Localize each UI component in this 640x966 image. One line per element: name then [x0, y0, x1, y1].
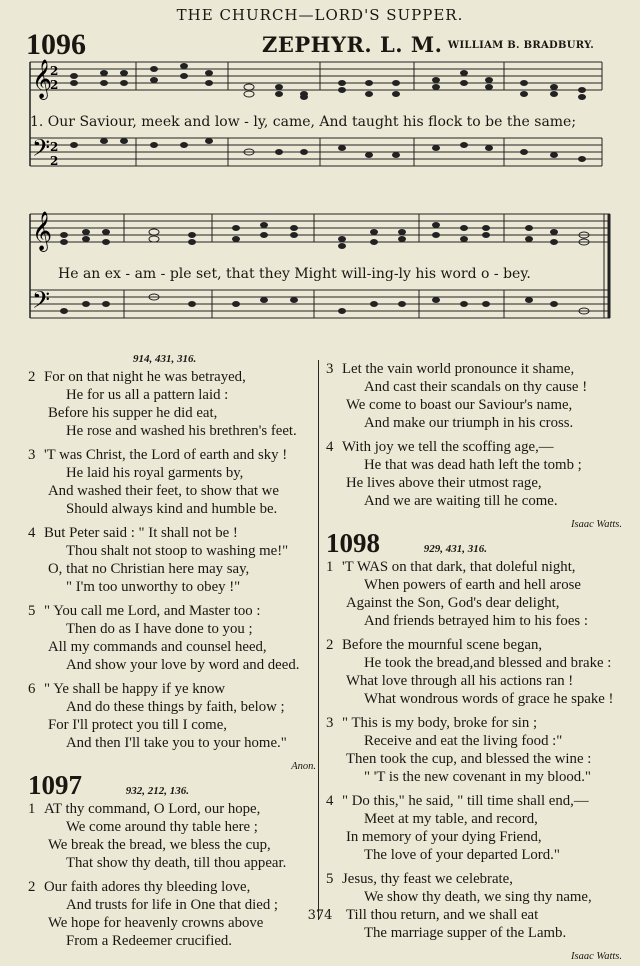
- verse-line: [326, 558, 622, 576]
- verse-text: And friends betrayed him to his foes :: [364, 613, 588, 629]
- verse-line: [28, 500, 316, 518]
- verse-line: [326, 594, 622, 612]
- stanza-number: 5: [326, 871, 334, 887]
- treble-staff-1: [30, 62, 602, 90]
- lyric-line-1: 1. Our Saviour, meek and low - ly, came, And taught his flock to be the same;: [30, 114, 577, 130]
- verse-text: From a Redeemer crucified.: [66, 933, 232, 949]
- verse-text: And cast their scandals on thy cause !: [364, 379, 588, 395]
- verse-line: [28, 422, 316, 440]
- verse-text: But Peter said : " It shall not be !: [44, 525, 238, 541]
- verse-line: [326, 768, 622, 786]
- stanza-number: 3: [326, 715, 334, 731]
- verse-text: Before his supper he did eat,: [48, 405, 218, 421]
- stanza-number: 6: [28, 681, 36, 697]
- stanza: [28, 524, 316, 596]
- verse-line: [326, 750, 622, 768]
- tune-refs-1097: 932, 212, 136.: [125, 785, 189, 797]
- hymn-1097-header: [28, 770, 316, 800]
- verse-text: Let the vain world pronounce it shame,: [342, 361, 575, 377]
- verse-line: [326, 492, 622, 510]
- stanza: [326, 438, 622, 510]
- verse-text: 'T was Christ, the Lord of earth and sky !: [44, 447, 288, 463]
- verse-line: [326, 612, 622, 630]
- verse-text: And then I'll take you to your home.": [66, 735, 287, 751]
- composer: WILLIAM B. BRADBURY.: [447, 40, 594, 51]
- time-signature-icon: 2: [50, 154, 59, 168]
- verse-line: [28, 932, 316, 950]
- verse-line: [326, 456, 622, 474]
- stanza-number: 1: [326, 559, 334, 575]
- verse-line: [326, 438, 622, 456]
- verse-text: For I'll protect you till I come,: [48, 717, 227, 733]
- verse-line: [28, 404, 316, 422]
- hymn-1098-stanzas: [326, 558, 622, 942]
- stanza: [28, 446, 316, 518]
- stanza: [28, 602, 316, 674]
- stanza: [326, 360, 622, 432]
- right-column: [326, 360, 622, 966]
- verse-line: [326, 690, 622, 708]
- verse-text: Against the Son, God's dear delight,: [346, 595, 560, 611]
- verse-line: [28, 602, 316, 620]
- verse-line: [326, 414, 622, 432]
- stanza-number: 3: [28, 447, 36, 463]
- tune-refs-1098: 929, 431, 316.: [423, 543, 487, 555]
- stanza-number: 3: [326, 361, 334, 377]
- verse-text: We show thy death, we sing thy name,: [364, 889, 592, 905]
- verse-line: [28, 800, 316, 818]
- verse-line: [28, 680, 316, 698]
- verse-line: [28, 698, 316, 716]
- hymn-number-1097: 1097: [28, 770, 82, 800]
- verse-line: [326, 828, 622, 846]
- lyric-line-2: He an ex - am - ple set, that they Might will-ing-ly his word o - bey.: [58, 266, 531, 282]
- verse-text: Our faith adores thy bleeding love,: [44, 879, 251, 895]
- verse-text: For on that night he was betrayed,: [44, 369, 246, 385]
- verse-line: [28, 818, 316, 836]
- verse-text: The marriage supper of the Lamb.: [364, 925, 567, 941]
- verse-text: And washed their feet, to show that we: [48, 483, 279, 499]
- verse-text: " Ye shall be happy if ye know: [44, 681, 226, 697]
- tune-name: ZEPHYR. L. M.: [262, 32, 443, 57]
- verse-text: We come to boast our Saviour's name,: [346, 397, 573, 413]
- verse-text: We hope for heavenly crowns above: [48, 915, 264, 931]
- stanza: [326, 714, 622, 786]
- time-signature-icon: 2: [50, 140, 59, 154]
- verse-text: O, that no Christian here may say,: [48, 561, 250, 577]
- verse-line: [326, 360, 622, 378]
- verse-text: 'T WAS on that dark, that doleful night,: [342, 559, 576, 575]
- stanza-number: 4: [326, 793, 334, 809]
- verse-line: [28, 578, 316, 596]
- verse-line: [326, 714, 622, 732]
- page-number: 374: [307, 908, 333, 923]
- running-head: THE CHURCH—LORD'S SUPPER.: [176, 6, 464, 24]
- verse-text: Thou shalt not stoop to washing me!": [66, 543, 289, 559]
- verse-text: AT thy command, O Lord, our hope,: [44, 801, 261, 817]
- verse-line: [326, 924, 622, 942]
- stanza: [326, 870, 622, 942]
- verse-line: [28, 542, 316, 560]
- verse-text: And do these things by faith, below ;: [66, 699, 285, 715]
- bass-clef-icon: 𝄢: [32, 286, 51, 319]
- verse-text: " You call me Lord, and Master too :: [44, 603, 261, 619]
- time-signature-icon: 2: [50, 78, 59, 92]
- verse-line: [28, 446, 316, 464]
- verse-text: Should always kind and humble be.: [66, 501, 278, 517]
- verse-text: And show your love by word and deed.: [66, 657, 300, 673]
- verse-line: [28, 560, 316, 578]
- stanza: [326, 792, 622, 864]
- verse-text: Jesus, thy feast we celebrate,: [342, 871, 513, 887]
- verse-text: We come around thy table here ;: [66, 819, 258, 835]
- verse-line: [28, 464, 316, 482]
- verse-line: [326, 846, 622, 864]
- verse-text: That show thy death, till thou appear.: [66, 855, 287, 871]
- stanza-number: 2: [326, 637, 334, 653]
- verse-line: [326, 378, 622, 396]
- verse-line: [28, 854, 316, 872]
- verse-text: What wondrous words of grace he spake !: [364, 691, 614, 707]
- verse-line: [28, 386, 316, 404]
- verse-line: [28, 368, 316, 386]
- tune-refs-1096: 914, 431, 316.: [133, 353, 197, 365]
- verse-text: And we are waiting till he come.: [364, 493, 558, 509]
- verse-text: Then do as I have done to you ;: [66, 621, 253, 637]
- stanza-number: 4: [326, 439, 334, 455]
- verse-text: Then took the cup, and blessed the wine :: [346, 751, 592, 767]
- treble-clef-icon: 𝄞: [32, 59, 53, 99]
- verse-text: " 'T is the new covenant in my blood.": [364, 769, 591, 785]
- verse-text: And trusts for life in One that died ;: [66, 897, 279, 913]
- verse-text: In memory of your dying Friend,: [346, 829, 542, 845]
- verse-text: Till thou return, and we shall eat: [346, 907, 539, 923]
- hymn-number-1096: 1096: [26, 28, 86, 61]
- verse-line: [28, 734, 316, 752]
- verse-line: [28, 836, 316, 854]
- verse-text: With joy we tell the scoffing age,—: [342, 439, 554, 455]
- verse-text: He for us all a pattern laid :: [66, 387, 229, 403]
- author-1096: Anon.: [291, 761, 316, 772]
- stanza: [326, 558, 622, 630]
- verse-text: Meet at my table, and record,: [364, 811, 538, 827]
- author-1098: Isaac Watts.: [571, 951, 622, 962]
- verse-line: [28, 638, 316, 656]
- hymn-1096-continued: [326, 360, 622, 510]
- notes-1: [70, 63, 586, 162]
- verse-line: [326, 636, 622, 654]
- verse-text: All my commands and counsel heed,: [48, 639, 267, 655]
- verse-line: [326, 732, 622, 750]
- stanza-number: 1: [28, 801, 36, 817]
- verse-line: [326, 888, 622, 906]
- treble-staff-2: [30, 214, 610, 242]
- stanza: [326, 636, 622, 708]
- verse-text: " I'm too unworthy to obey !": [66, 579, 241, 595]
- verse-line: [28, 656, 316, 674]
- stanza: [28, 680, 316, 752]
- hymn-number-1098: 1098: [326, 528, 380, 558]
- hymn-1098-header: [326, 528, 622, 558]
- verse-line: [28, 716, 316, 734]
- verse-line: [28, 620, 316, 638]
- verse-text: He lives above their utmost rage,: [346, 475, 542, 491]
- verse-text: Before the mournful scene began,: [342, 637, 543, 653]
- verse-text: He that was dead hath left the tomb ;: [364, 457, 582, 473]
- verse-line: [326, 474, 622, 492]
- verse-text: What love through all his actions ran !: [346, 673, 574, 689]
- author-1096-cont: Isaac Watts.: [571, 519, 622, 530]
- verse-text: " This is my body, broke for sin ;: [342, 715, 538, 731]
- verse-text: And make our triumph in his cross.: [364, 415, 574, 431]
- column-divider: [318, 360, 319, 920]
- verse-text: We break the bread, we bless the cup,: [48, 837, 271, 853]
- verse-line: [326, 810, 622, 828]
- verse-text: He took the bread,and blessed and brake :: [364, 655, 612, 671]
- bass-staff-1: [30, 138, 602, 166]
- stanza-number: 4: [28, 525, 36, 541]
- verse-line: [28, 878, 316, 896]
- bass-clef-icon: 𝄢: [32, 134, 51, 167]
- hymn-1096-stanzas: [28, 368, 316, 752]
- verse-line: [326, 672, 622, 690]
- verse-line: [28, 524, 316, 542]
- verse-line: [28, 482, 316, 500]
- time-signature-icon: 2: [50, 64, 59, 78]
- verse-text: Receive and eat the living food :": [364, 733, 563, 749]
- stanza-number: 2: [28, 879, 36, 895]
- verse-text: When powers of earth and hell arose: [364, 577, 581, 593]
- verse-line: [326, 792, 622, 810]
- verse-text: He rose and washed his brethren's feet.: [66, 423, 297, 439]
- verse-text: He laid his royal garments by,: [66, 465, 244, 481]
- bass-staff-2: [30, 290, 610, 318]
- verse-text: " Do this," he said, " till time shall end,—: [342, 793, 589, 809]
- hymn-1097-stanzas: [28, 800, 316, 950]
- stanza: [28, 800, 316, 872]
- left-column: [28, 350, 316, 956]
- verse-line: [326, 870, 622, 888]
- verse-line: [326, 396, 622, 414]
- verse-line: [326, 576, 622, 594]
- verse-line: [326, 654, 622, 672]
- verse-text: The love of your departed Lord.": [364, 847, 560, 863]
- stanza-number: 5: [28, 603, 36, 619]
- stanza: [28, 368, 316, 440]
- treble-clef-icon: 𝄞: [32, 211, 53, 251]
- stanza-number: 2: [28, 369, 36, 385]
